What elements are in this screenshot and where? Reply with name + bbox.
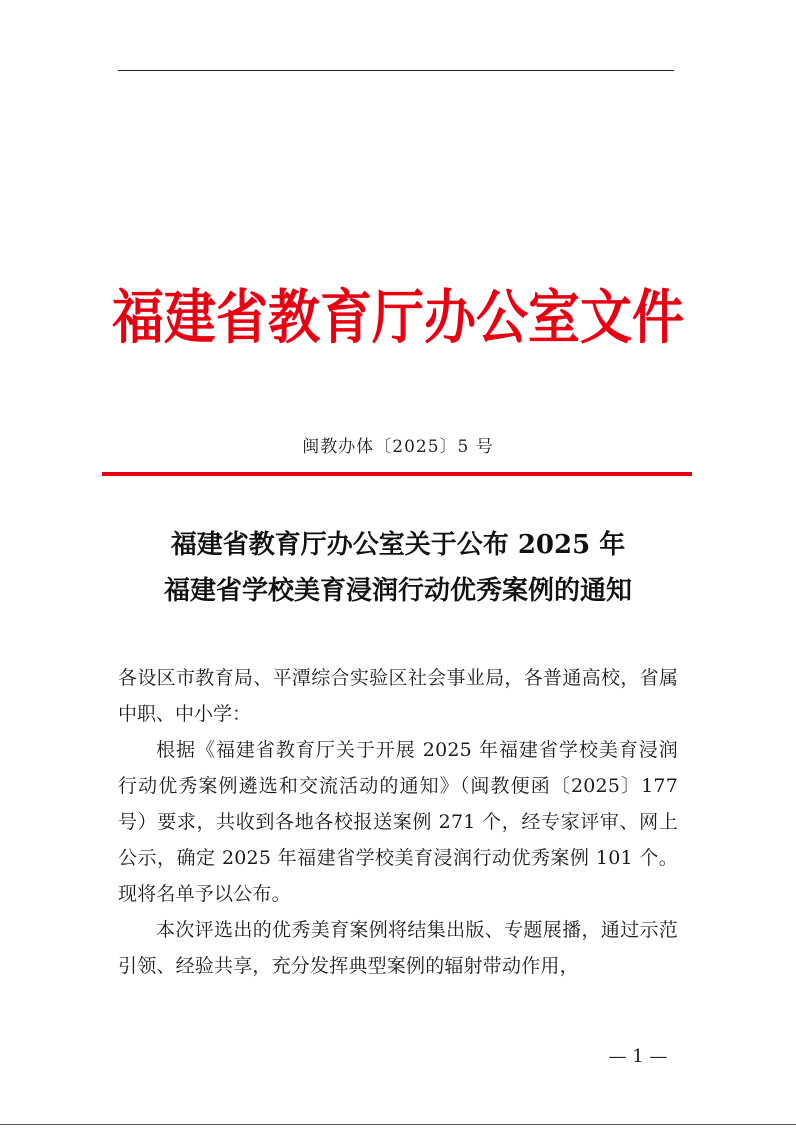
title-line-2: 福建省学校美育浸润行动优秀案例的通知 [163, 576, 632, 606]
title-line-1: 福建省教育厅办公室关于公布 2025 年 [170, 530, 626, 560]
document-number: 闽教办体〔2025〕5 号 [302, 437, 494, 457]
body-paragraph-2: 本次评选出的优秀美育案例将结集出版、专题展播，通过示范引领、经验共享，充分发挥典型案例的辐射带动作用， [118, 919, 678, 977]
document-masthead: 福建省教育厅办公室文件 [111, 283, 684, 352]
top-rule [118, 70, 674, 71]
page-number: — 1 — [608, 1046, 668, 1067]
document-title [0, 522, 796, 614]
red-separator-rule [102, 472, 692, 476]
document-body [118, 660, 678, 984]
body-paragraph-1: 根据《福建省教育厅关于开展 2025 年福建省学校美育浸润行动优秀案例遴选和交流活动的通知》（闽教便函〔2025〕177 号）要求，共收到各地各校报送案例 271 个，经专家评审、网上公示，确定 2025 年福建省学校美育浸润行动优秀案例 101 个。现将名单予以公布。 [118, 739, 679, 905]
addressee: 各设区市教育局、平潭综合实验区社会事业局，各普通高校，省属中职、中小学： [118, 667, 678, 725]
bottom-page-edge [0, 1124, 796, 1125]
